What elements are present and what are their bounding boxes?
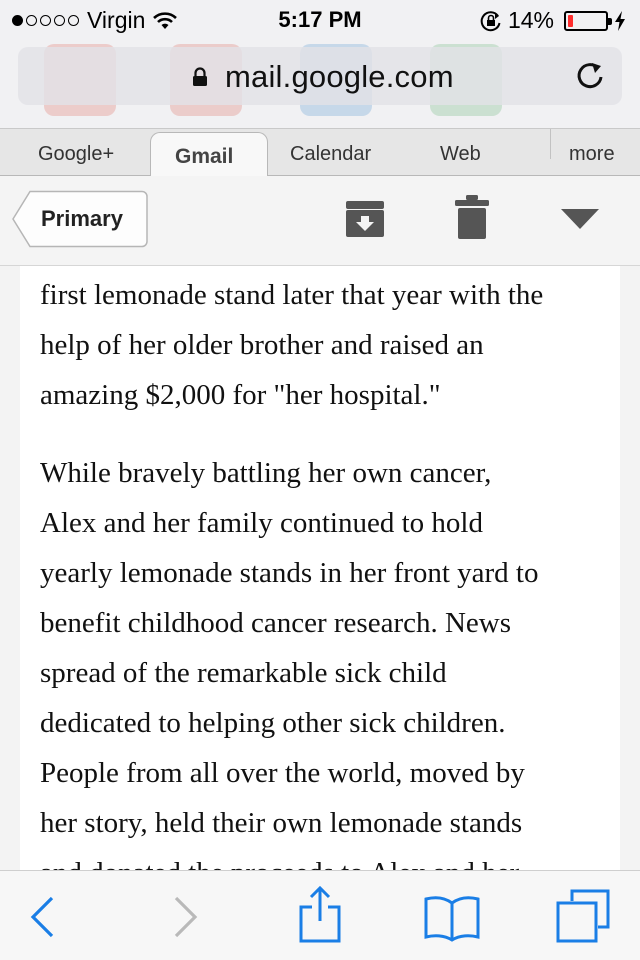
url-text[interactable]: mail.google.com [225,59,454,94]
message-line: dedicated to helping other sick children. [40,707,506,739]
google-services-tabs [0,128,640,176]
battery-percent: 14% [507,7,554,33]
tab-web[interactable]: Web [440,143,481,165]
message-line: People from all over the world, moved by [40,757,525,789]
message-line: benefit childhood cancer research. News [40,607,512,639]
archive-icon[interactable] [344,200,386,238]
message-line: amazing $2,000 for "her hospital." [40,379,441,411]
message-body [20,266,620,870]
message-paragraph [40,270,615,420]
tab-more[interactable]: more [569,143,615,165]
tab-calendar[interactable]: Calendar [290,143,372,165]
message-toolbar [0,176,640,266]
message-paragraph [40,448,615,898]
reload-icon[interactable] [574,60,606,92]
status-time: 5:17 PM [278,7,362,32]
tab-google-plus[interactable]: Google+ [38,143,115,165]
charging-bolt-icon [614,11,626,31]
browser-top-region [0,0,640,128]
battery-tip [608,18,612,25]
tab-divider [550,129,551,159]
share-icon[interactable] [298,885,342,943]
message-line: spread of the remarkable sick child [40,657,447,689]
battery-level-fill [568,15,573,27]
browser-bottom-toolbar [0,870,640,960]
message-line: Alex and her family continued to hold [40,507,483,539]
carrier-name: Virgin [87,7,146,33]
message-line: first lemonade stand later that year with the [40,279,544,311]
lock-icon [192,67,208,87]
battery-icon [564,11,608,31]
bookmarks-icon[interactable] [424,895,480,941]
tab-gmail-label: Gmail [175,145,234,168]
caret-down-icon[interactable] [560,208,600,230]
status-right [480,7,626,34]
back-button-label: Primary [41,206,123,231]
orientation-lock-icon [480,10,502,32]
back-arrow-icon[interactable] [28,895,58,939]
message-line: help of her older brother and raised an [40,329,484,361]
tabs-icon[interactable] [556,889,610,943]
message-line: her story, held their own lemonade stands [40,807,523,839]
address-bar[interactable] [18,47,622,105]
trash-icon[interactable] [455,195,489,239]
message-line: yearly lemonade stands in her front yard to [40,557,539,589]
status-bar [0,0,640,40]
tab-gmail[interactable] [150,132,268,178]
message-line: While bravely battling her own cancer, [40,457,492,489]
back-to-primary-button[interactable] [12,190,148,248]
forward-arrow-icon[interactable] [170,895,200,939]
